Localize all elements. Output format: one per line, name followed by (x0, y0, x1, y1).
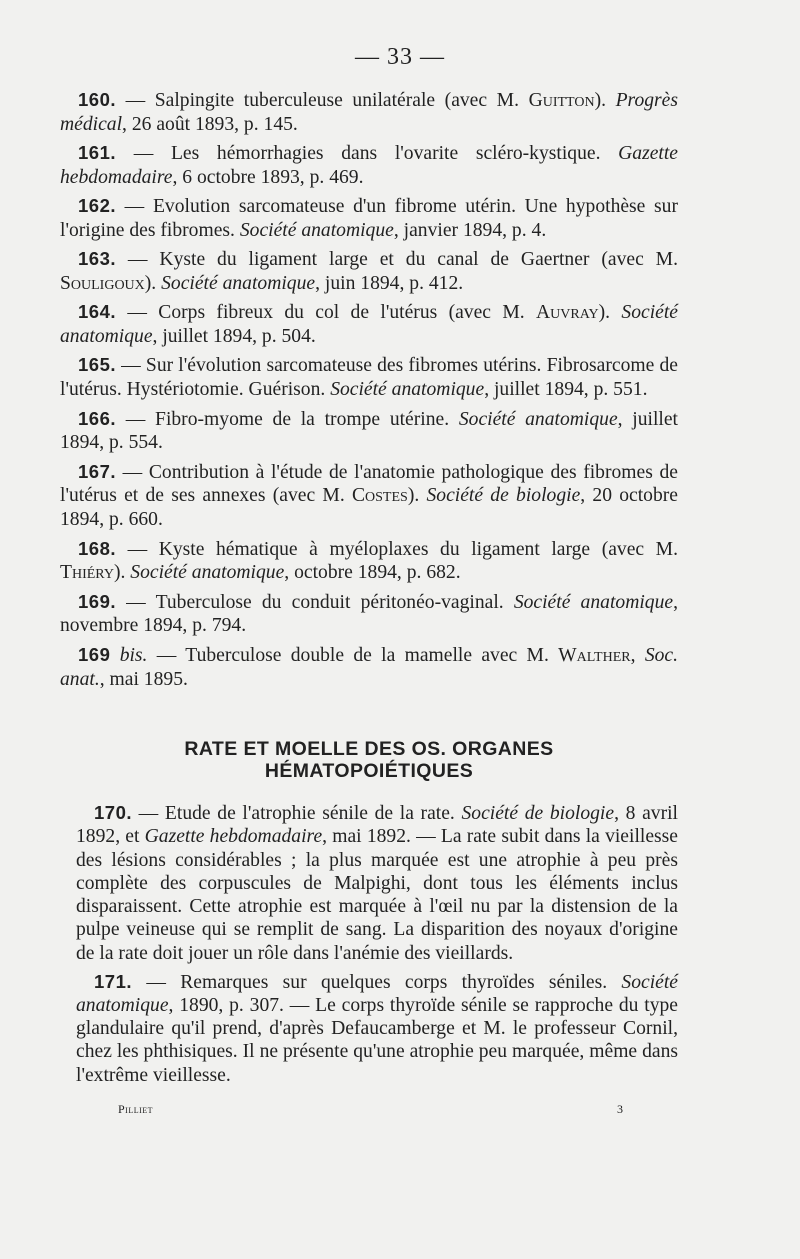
bibliography-entry (60, 353, 678, 402)
section-title-line-2: HÉMATOPOIÉTIQUES (264, 760, 474, 782)
entry-text: , 6 octobre 1893, p. 469. (172, 166, 364, 188)
entry-text: , octobre 1894, p. 682. (284, 562, 461, 584)
entry-text: , novembre 1894, p. 794. (60, 591, 678, 637)
bibliography-entry (60, 194, 678, 243)
entry-number: 160. (78, 89, 117, 110)
entry-journal: Progrès médical (60, 90, 679, 135)
entry-number: 168. (78, 537, 117, 559)
bibliography-entry (60, 590, 678, 639)
section-title-line-1: RATE ET MOELLE DES OS. ORGANES (184, 738, 554, 760)
entry-journal: Société anatomique (513, 591, 674, 613)
entry-journal: Société anatomique (458, 408, 618, 430)
entry-text: , juillet 1894, p. 551. (484, 379, 648, 401)
entry-text: — Evolution sarcomateuse d'un fibrome utérin. Une hypothèse sur l'origine des fibromes. (60, 196, 678, 241)
bibliography-entry (60, 460, 678, 532)
entry-number: 171. (94, 970, 133, 992)
entry-number: 161. (78, 142, 117, 164)
entry-text: ). (407, 485, 427, 507)
page-number: — 33 — (355, 44, 445, 70)
entry-bis-suffix: bis. (119, 644, 148, 666)
bibliography-entry (60, 643, 678, 692)
entry-text: ). (598, 302, 622, 324)
entry-text: , 20 octobre 1894, p. 660. (60, 485, 678, 531)
entry-text: ). (113, 562, 131, 584)
entry-journal: Société anatomique (60, 302, 678, 348)
entry-journal: Gazette hebdomadaire (60, 143, 678, 188)
entry-coauthor: Costes (351, 485, 408, 507)
bibliography-entry (76, 801, 678, 965)
entry-text: , juillet 1894, p. 554. (60, 408, 678, 454)
bibliography-entry (60, 407, 678, 456)
entry-text: , juin 1894, p. 412. (315, 273, 464, 295)
signature-mark: Pilliet (118, 1102, 154, 1116)
entry-journal: Société de biologie (461, 803, 615, 824)
entry-number: 162. (78, 195, 117, 217)
entry-text: , 1890, p. 307. — Le corps thyroïde sénile se rapproche du type glandulaire qu'il prend, d'après Defaucamberge et M. le professeur Cornil, chez les phthisiques. Il ne présente qu'une atrophie peu marquée, même dans l'extrême vieillesse. (76, 994, 678, 1086)
entry-text: , mai 1892. — La rate subit dans la vieillesse des lésions considérables ; la plus marquée est une atrophie à peu près complète des corpuscules de Malpighi, dont tous les éléments inclus disparaissent. Cette atrophie est marquée à l'œil nu par la distension de la pulpe veineuse qui se remplit de sang. La disparition des noyaux d'origine de la rate doit jouer un rôle dans l'anémie des vieillards. (76, 826, 678, 964)
entry-text: , juillet 1894, p. 504. (152, 326, 316, 348)
entry-text: — Remarques sur quelques corps thyroïdes séniles. (132, 971, 622, 993)
entry-coauthor: Thiéry (60, 562, 114, 584)
section-bibliography-list (76, 801, 678, 1092)
entry-number: 164. (78, 301, 117, 323)
entry-coauthor: Walther (558, 644, 631, 666)
entry-text: — Tuberculose du conduit péritonéo-vaginal. (116, 591, 514, 613)
entry-number: 166. (78, 407, 117, 429)
entry-coauthor: Guitton (528, 90, 595, 111)
entry-number: 163. (78, 248, 117, 270)
entry-text: ). (594, 90, 616, 111)
entry-number: 169. (78, 590, 117, 612)
entry-text: — Contribution à l'étude de l'anatomie pathologique des fibromes de l'utérus et de ses annexes (avec M. (60, 461, 678, 507)
bibliography-entry (76, 970, 678, 1087)
entry-coauthor: Souligoux (60, 273, 145, 295)
entry-text: — Les hémorrhagies dans l'ovarite scléro-kystique. (116, 143, 619, 165)
entry-journal: Société anatomique (161, 273, 316, 295)
bibliography-entry (60, 300, 678, 349)
bibliography-entry (60, 141, 678, 190)
entry-number: 165. (78, 354, 117, 376)
entry-journal: Soc. anat. (60, 644, 679, 690)
section-title (60, 738, 678, 782)
entry-number: 167. (78, 460, 117, 482)
entry-text: ). (144, 273, 162, 295)
entry-journal: Société anatomique (239, 219, 394, 241)
entry-journal: Société anatomique (330, 379, 485, 401)
entry-text: — Fibro-myome de la trompe utérine. (116, 408, 459, 430)
bibliography-list (60, 88, 678, 696)
entry-number: 169 (78, 643, 111, 665)
entry-text: , mai 1895. (99, 668, 188, 690)
entry-text: , 26 août 1893, p. 145. (122, 113, 298, 135)
bibliography-entry (60, 537, 678, 586)
entry-number: 170. (94, 802, 133, 823)
entry-journal: Société anatomique (76, 971, 678, 1016)
entry-text: — Etude de l'atrophie sénile de la rate. (132, 803, 462, 824)
entry-journal: Société de biologie (426, 485, 581, 507)
entry-text: — Sur l'évolution sarcomateuse des fibromes utérins. Fibrosarcome de l'utérus. Hystériotomie. Guérison. (60, 355, 678, 401)
bibliography-entry (60, 88, 678, 137)
entry-text: — Salpingite tuberculeuse unilatérale (avec M. (116, 90, 529, 111)
entry-text: — Corps fibreux du col de l'utérus (avec M. (116, 302, 536, 324)
entry-text: — Kyste hématique à myéloplaxes du ligament large (avec M. (116, 538, 678, 560)
entry-journal: Société anatomique (130, 562, 285, 584)
entry-text: , 8 avril 1892, et (76, 803, 678, 848)
entry-text: , janvier 1894, p. 4. (393, 219, 547, 241)
bibliography-entry (60, 247, 678, 296)
entry-coauthor: Auvray (536, 302, 599, 324)
sheet-number: 3 (617, 1102, 623, 1116)
entry-text: , (630, 644, 645, 666)
entry-text: — Tuberculose double de la mamelle avec M. (147, 644, 559, 666)
entry-text: — Kyste du ligament large et du canal de Gaertner (avec M. (116, 249, 678, 271)
entry-journal: Gazette hebdomadaire (144, 826, 323, 848)
